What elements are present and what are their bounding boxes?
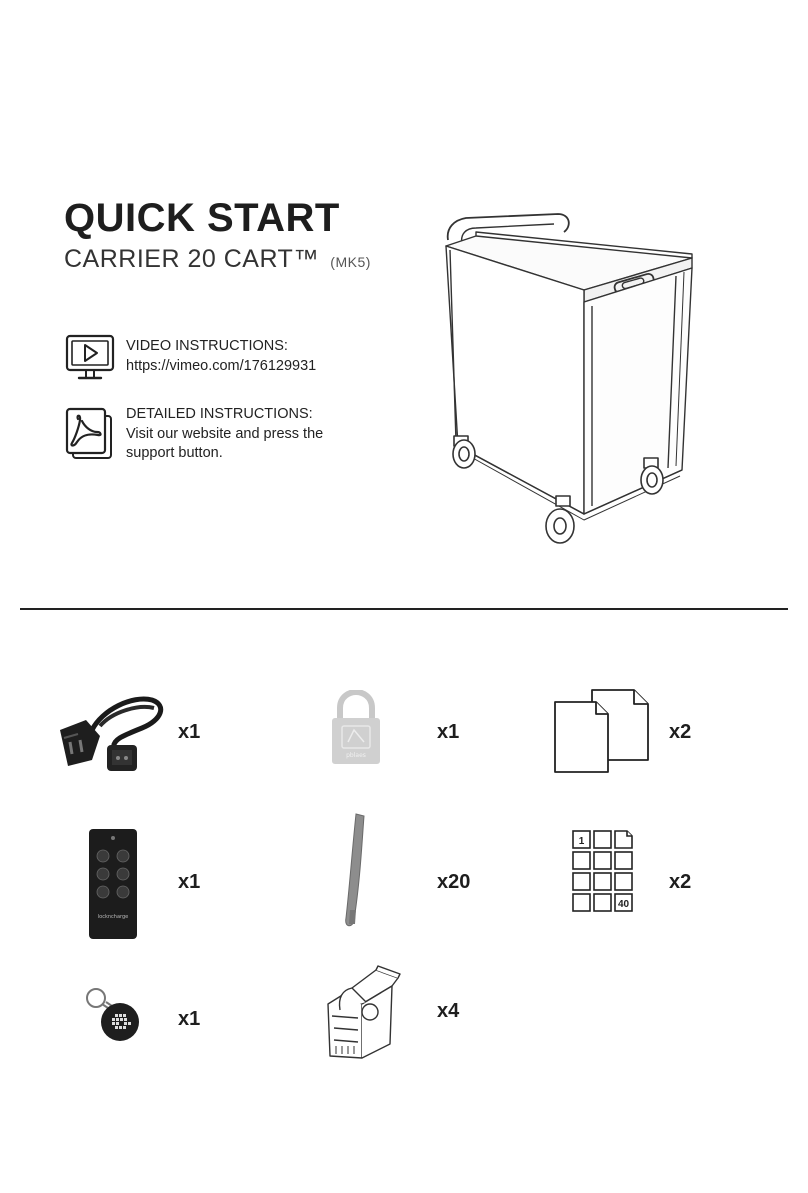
device-baskets-quantity: x4 xyxy=(437,1000,460,1022)
detailed-instructions xyxy=(126,405,341,464)
label-first-number: 1 xyxy=(578,836,585,847)
number-labels-icon xyxy=(572,830,636,917)
page-subtitle xyxy=(64,245,371,274)
key-fob-icon xyxy=(82,984,142,1049)
pdf-document-icon xyxy=(64,405,116,457)
detailed-instructions-line: support button. xyxy=(126,445,223,461)
video-instructions-link[interactable]: https://vimeo.com/176129931 xyxy=(126,357,317,374)
monitor-play-icon xyxy=(64,333,116,385)
key-fob-quantity: x1 xyxy=(178,1008,201,1030)
detailed-instructions-line: Visit our website and press the xyxy=(126,425,324,442)
video-instructions-heading: VIDEO INSTRUCTIONS: xyxy=(126,338,288,354)
page-title: QUICK START xyxy=(64,196,340,240)
product-name: CARRIER 20 CART™ xyxy=(64,245,319,273)
number-labels-quantity: x2 xyxy=(669,871,692,893)
cable-ties-quantity: x20 xyxy=(437,871,471,893)
video-instructions xyxy=(126,337,341,376)
detailed-instructions-heading: DETAILED INSTRUCTIONS: xyxy=(126,406,313,422)
label-last-number: 40 xyxy=(617,899,630,910)
product-model: (MK5) xyxy=(330,254,371,270)
padlock-brand: pblaes xyxy=(346,752,366,759)
padlock-quantity: x1 xyxy=(437,721,460,743)
remote-control-icon xyxy=(88,828,138,945)
section-divider xyxy=(20,608,788,610)
documents-quantity: x2 xyxy=(669,721,692,743)
remote-brand: lockncharge xyxy=(97,914,129,920)
remote-control-quantity: x1 xyxy=(178,871,201,893)
power-cable-quantity: x1 xyxy=(178,721,201,743)
device-basket-icon xyxy=(322,964,402,1069)
padlock-icon xyxy=(328,690,384,773)
cable-tie-icon xyxy=(338,812,368,935)
power-cable-icon xyxy=(52,690,167,785)
cart-illustration xyxy=(436,210,706,560)
documents-icon xyxy=(552,688,652,779)
